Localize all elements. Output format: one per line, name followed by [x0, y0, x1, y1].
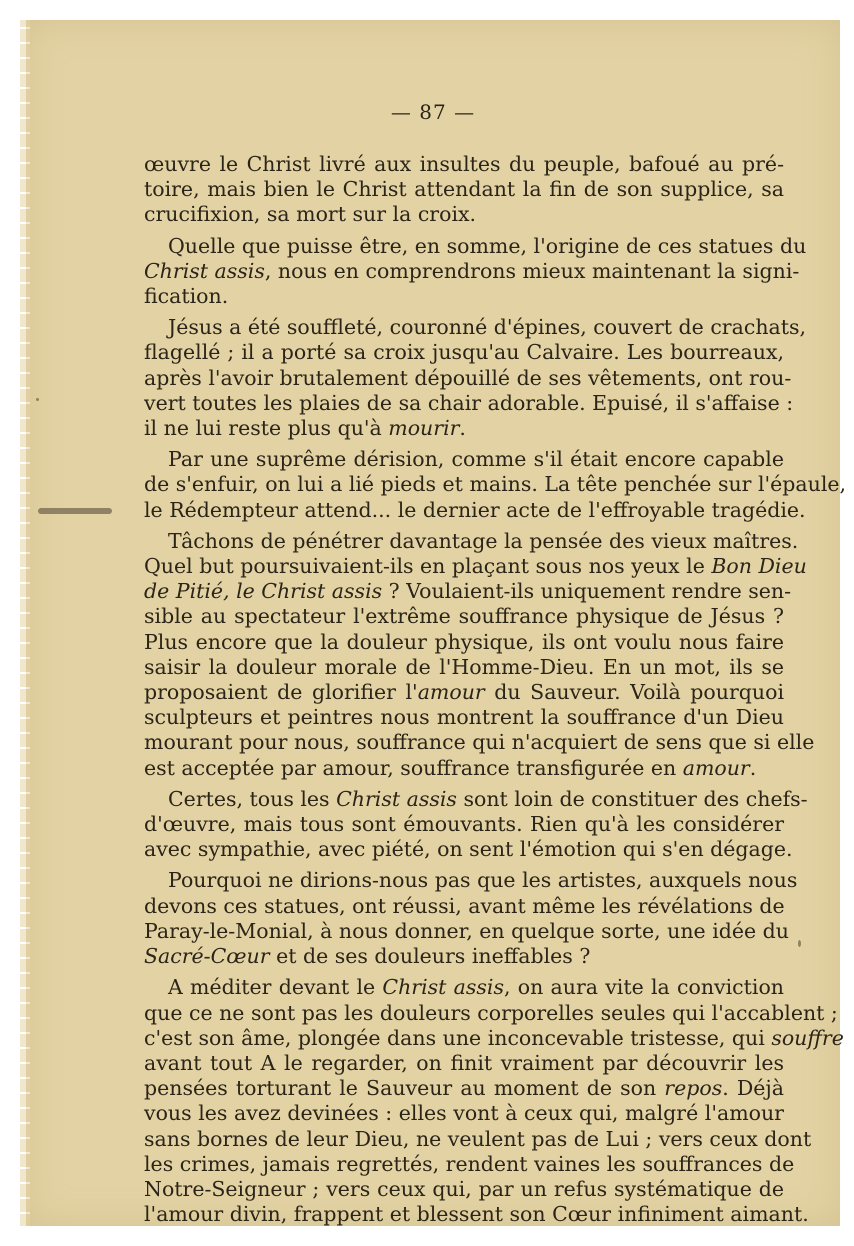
- body-text: [144, 152, 847, 1233]
- text-line: sible au spectateur l'extrême souffrance physique de Jésus ?: [144, 604, 784, 629]
- page-number: — 87 —: [390, 100, 476, 124]
- text-line: Notre-Seigneur ; vers ceux qui, par un refus systématique de: [144, 1176, 784, 1201]
- text-line: pensées torturant le Sauveur au moment de son repos. Déjà: [144, 1076, 784, 1101]
- text-line: Quel but poursuivaient-ils en plaçant sous nos yeux le Bon Dieu: [144, 554, 807, 579]
- text-line: Sacré-Cœur et de ses douleurs ineffables ?: [144, 944, 591, 969]
- torn-edge: [20, 20, 30, 1226]
- paragraph: [144, 152, 784, 228]
- text-line: les crimes, jamais regrettés, rendent vaines les souffrances de: [144, 1151, 795, 1176]
- paper-spot: [798, 940, 801, 947]
- text-line: Christ assis, nous en comprendrons mieux maintenant la signi-: [144, 258, 800, 283]
- paragraph: [144, 233, 807, 310]
- text-line: que ce ne sont pas les douleurs corporelles seules qui l'accablent ;: [144, 1000, 838, 1025]
- text-line: sculpteurs et peintres nous montrent la souffrance d'un Dieu: [144, 705, 784, 730]
- paragraph: [144, 868, 798, 969]
- ink-smudge: [38, 508, 112, 514]
- text-line: l'amour divin, frappent et blessent son Cœur infiniment aimant.: [144, 1202, 809, 1227]
- text-line: est acceptée par amour, souffrance transfigurée en amour.: [144, 755, 757, 780]
- paragraph: [144, 975, 844, 1227]
- text-line: Par une suprême dérision, comme s'il était encore capable: [168, 447, 784, 472]
- paper-spot: [36, 398, 39, 401]
- text-line: A méditer devant le Christ assis, on aura vite la conviction: [168, 975, 784, 1000]
- text-line: de s'enfuir, on lui a lié pieds et mains. La tête penchée sur l'épaule,: [144, 472, 847, 497]
- text-line: Certes, tous les Christ assis sont loin de constituer des chefs-: [168, 786, 808, 811]
- text-line: flagellé ; il a porté sa croix jusqu'au Calvaire. Les bourreaux,: [144, 340, 784, 365]
- text-line: d'œuvre, mais tous sont émouvants. Rien qu'à les considérer: [144, 812, 784, 837]
- text-line: toire, mais bien le Christ attendant la fin de son supplice, sa: [144, 177, 784, 202]
- text-line: proposaient de glorifier l'amour du Sauveur. Voilà pourquoi: [144, 680, 785, 705]
- text-line: saisir la douleur morale de l'Homme-Dieu. En un mot, ils se: [144, 654, 784, 679]
- text-line: vert toutes les plaies de sa chair adorable. Epuisé, il s'affaise :: [144, 390, 794, 415]
- text-line: le Rédempteur attend... le dernier acte de l'effroyable tragédie.: [144, 497, 806, 522]
- text-line: crucifixion, sa mort sur la croix.: [144, 202, 477, 227]
- text-line: Pourquoi ne dirions-nous pas que les artistes, auxquels nous: [168, 868, 798, 893]
- text-line: de Pitié, le Christ assis ? Voulaient-ils uniquement rendre sen-: [144, 579, 792, 604]
- text-line: Tâchons de pénétrer davantage la pensée des vieux maîtres.: [168, 528, 799, 553]
- text-line: avec sympathie, avec piété, on sent l'émotion qui s'en dégage.: [144, 837, 793, 862]
- text-line: vous les avez devinées : elles vont à ceux qui, malgré l'amour: [144, 1101, 784, 1126]
- text-line: Quelle que puisse être, en somme, l'origine de ces statues du: [168, 233, 807, 258]
- text-line: Paray-le-Monial, à nous donner, en quelque sorte, une idée du: [144, 918, 789, 943]
- text-line: fication.: [144, 284, 229, 309]
- text-line: Jésus a été souffleté, couronné d'épines, couvert de crachats,: [168, 315, 807, 340]
- paragraph: [144, 528, 815, 781]
- text-line: sans bornes de leur Dieu, ne veulent pas de Lui ; vers ceux dont: [144, 1126, 812, 1151]
- text-line: Plus encore que la douleur physique, ils ont voulu nous faire: [144, 629, 784, 654]
- text-line: avant tout A le regarder, on finit vraiment par découvrir les: [144, 1050, 784, 1075]
- paragraph: [144, 447, 847, 523]
- paragraph: [144, 786, 808, 863]
- text-line: il ne lui reste plus qu'à mourir.: [144, 416, 466, 441]
- text-line: après l'avoir brutalement dépouillé de ses vêtements, ont rou-: [144, 365, 792, 390]
- paragraph: [144, 315, 807, 441]
- text-line: c'est son âme, plongée dans une inconcevable tristesse, qui souffre: [144, 1025, 844, 1050]
- text-line: œuvre le Christ livré aux insultes du peuple, bafoué au pré-: [144, 152, 784, 176]
- book-page: [26, 20, 847, 1227]
- text-line: mourant pour nous, souffrance qui n'acquiert de sens que si elle: [144, 730, 815, 755]
- text-line: devons ces statues, ont réussi, avant même les révélations de: [144, 893, 785, 918]
